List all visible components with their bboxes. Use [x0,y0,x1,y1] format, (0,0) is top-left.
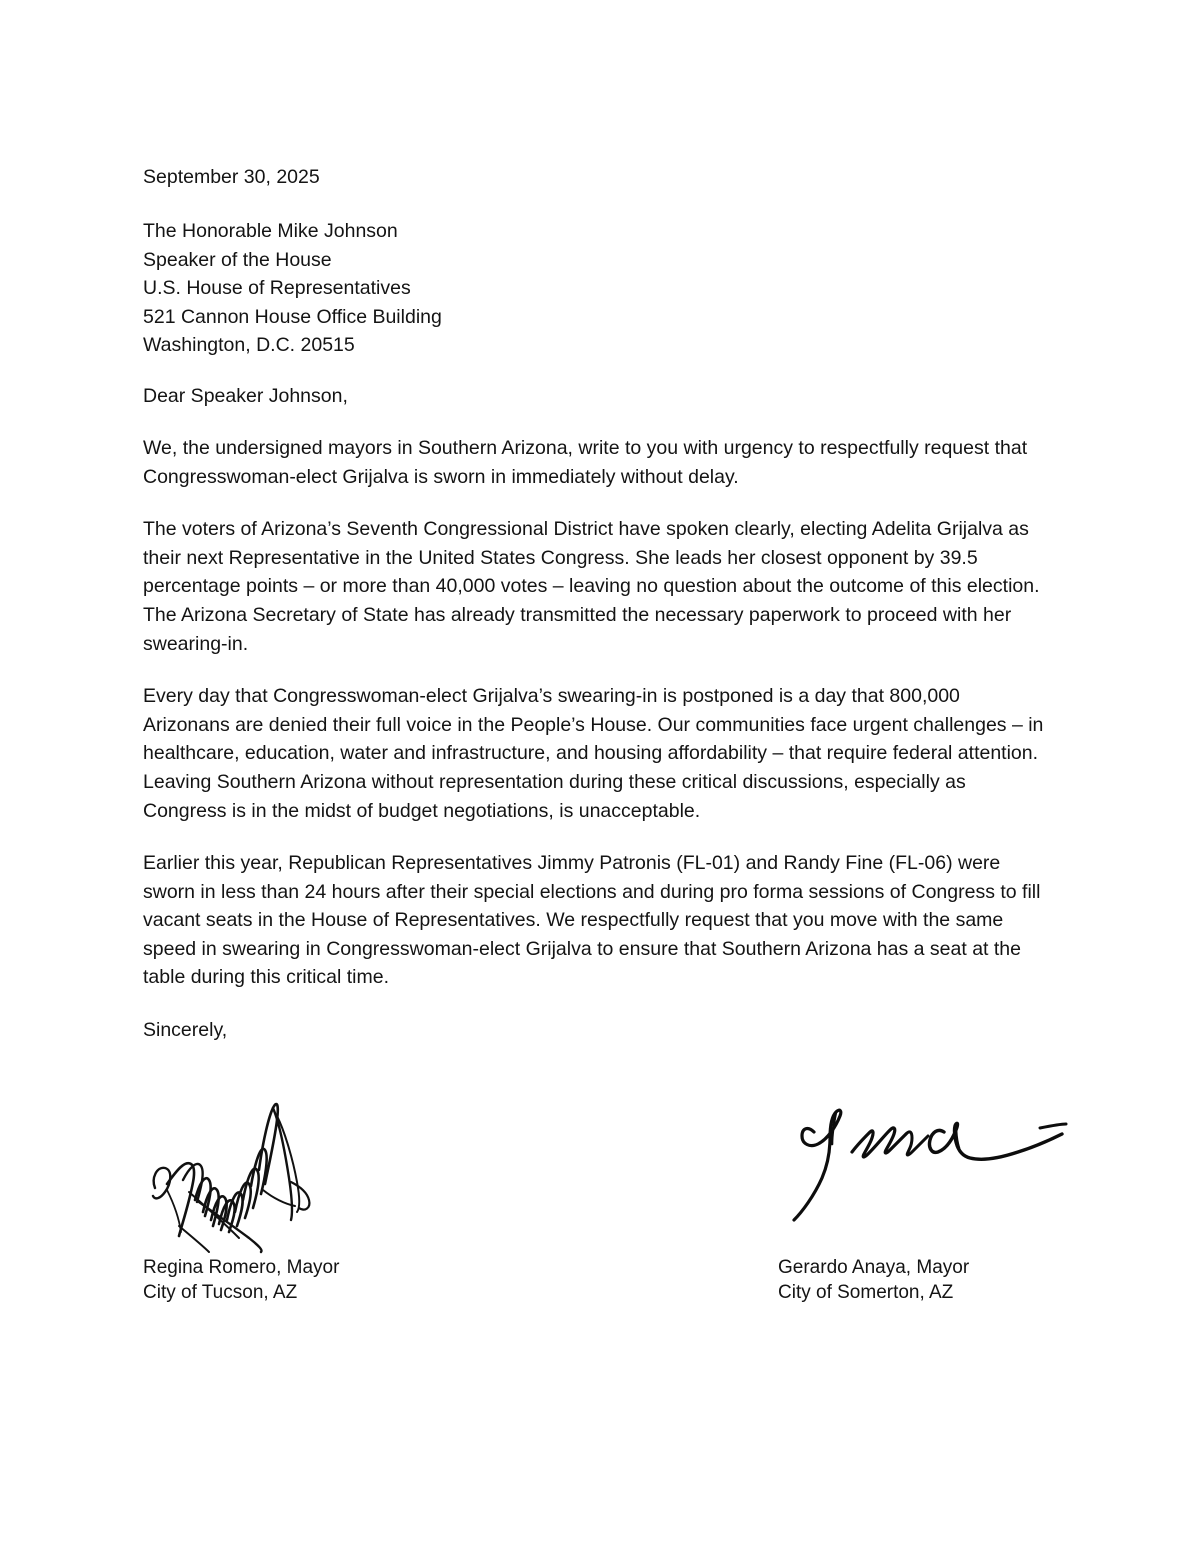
body-paragraph-3: Every day that Congresswoman-elect Grijalva’s swearing-in is postponed is a day that 800,000 Arizonans are denied their full voice in the People’s House. Our communities face urgent challenges – in healthcare, education, water and infrastructure, and housing affordability – that require federal attention. Leaving Southern Arizona without representation during these critical discussions, especially as Congress is in the midst of budget negotiations, is unacceptable. [143,685,1044,822]
signature-block-gerardo-anaya [778,1060,1108,1305]
salutation: Dear Speaker Johnson, [143,384,348,407]
recipient-address-block [143,217,1048,360]
recipient-address-line: 521 Cannon House Office Building [143,305,442,328]
signature-image-regina-romero [143,1060,473,1255]
signatory-name-gerardo-anaya [778,1255,1108,1305]
signatory-org-line: City of Somerton, AZ [778,1282,954,1303]
signatory-name-line: Gerardo Anaya, Mayor [778,1257,970,1278]
signatory-name-regina-romero [143,1255,473,1305]
signatory-org-line: City of Tucson, AZ [143,1282,298,1303]
signature-image-gerardo-anaya [778,1060,1108,1255]
signature-ink-regina-romero [143,1060,323,1255]
recipient-body: U.S. House of Representatives [143,277,411,300]
signatory-name-line: Regina Romero, Mayor [143,1257,340,1278]
body-paragraph-2: The voters of Arizona’s Seventh Congressional District have spoken clearly, electing Adelita Grijalva as their next Representative in the United States Congress. She leads her closest opponent by 39.5 percentage points – or more than 40,000 votes – leaving no question about the outcome of this election. The Arizona Secretary of State has already transmitted the necessary paperwork to proceed with her swearing-in. [143,518,1040,655]
letter-content [143,163,1048,1044]
recipient-name: The Honorable Mike Johnson [143,220,398,242]
letter-date: September 30, 2025 [143,166,320,188]
body-paragraph-4: Earlier this year, Republican Representatives Jimmy Patronis (FL-01) and Randy Fine (FL-06) were sworn in less than 24 hours after their special elections and during pro forma sessions of Congress to fill vacant seats in the House of Representatives. We respectfully request that you move with the same speed in swearing in Congresswoman-elect Grijalva to ensure that Southern Arizona has a seat at the table during this critical time. [143,852,1041,989]
signature-ink-gerardo-anaya [778,1060,1078,1255]
recipient-title: Speaker of the House [143,248,332,271]
recipient-city-state-zip: Washington, D.C. 20515 [143,334,355,357]
closing-line: Sincerely, [143,1019,228,1042]
body-paragraph-1: We, the undersigned mayors in Southern Arizona, write to you with urgency to respectfully request that Congresswoman-elect Grijalva is sworn in immediately without delay. [143,436,1028,488]
signature-area [143,1060,1048,1320]
signature-block-regina-romero [143,1060,473,1305]
